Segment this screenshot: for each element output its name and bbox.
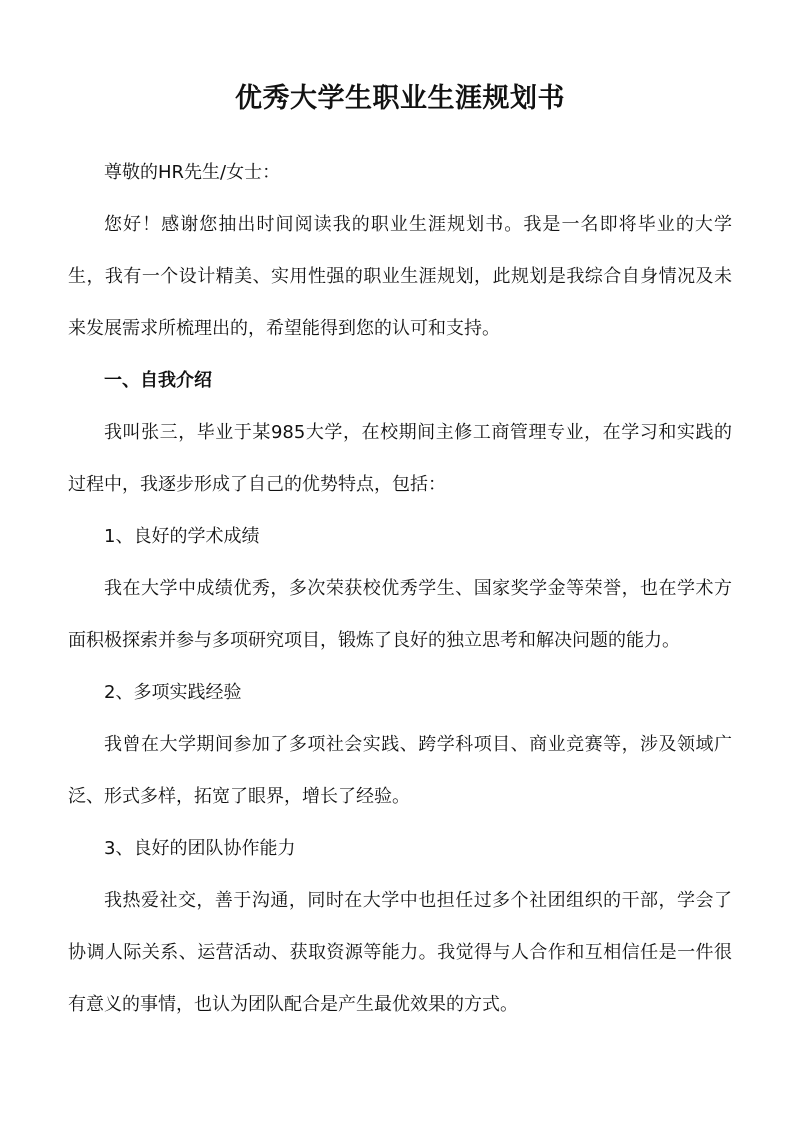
point-heading-teamwork: 3、良好的团队协作能力 (104, 838, 296, 859)
document-title: 优秀大学生职业生涯规划书 (235, 83, 565, 114)
self-intro-paragraph: 我叫张三，毕业于某985大学，在校期间主修工商管理专业，在学习和实践的过程中，我逐步形成了自己的优势特点，包括： (68, 422, 732, 495)
section-heading-self-intro: 一、自我介绍 (104, 370, 212, 391)
practice-paragraph: 我曾在大学期间参加了多项社会实践、跨学科项目、商业竞赛等，涉及领域广泛、形式多样，拓宽了眼界，增长了经验。 (68, 734, 732, 807)
salutation: 尊敬的HR先生/女士： (104, 162, 281, 183)
teamwork-paragraph: 我热爱社交，善于沟通，同时在大学中也担任过多个社团组织的干部，学会了协调人际关系、运营活动、获取资源等能力。我觉得与人合作和互相信任是一件很有意义的事情，也认为团队配合是产生最优效果的方式。 (68, 890, 732, 1015)
intro-paragraph: 您好！感谢您抽出时间阅读我的职业生涯规划书。我是一名即将毕业的大学生，我有一个设计精美、实用性强的职业生涯规划，此规划是我综合自身情况及未来发展需求所梳理出的，希望能得到您的认可和支持。 (68, 214, 732, 339)
academic-paragraph: 我在大学中成绩优秀，多次荣获校优秀学生、国家奖学金等荣誉，也在学术方面积极探索并参与多项研究项目，锻炼了良好的独立思考和解决问题的能力。 (68, 578, 732, 651)
point-heading-academic: 1、良好的学术成绩 (104, 526, 260, 547)
document-page (68, 0, 732, 1031)
point-heading-practice: 2、多项实践经验 (104, 682, 242, 703)
